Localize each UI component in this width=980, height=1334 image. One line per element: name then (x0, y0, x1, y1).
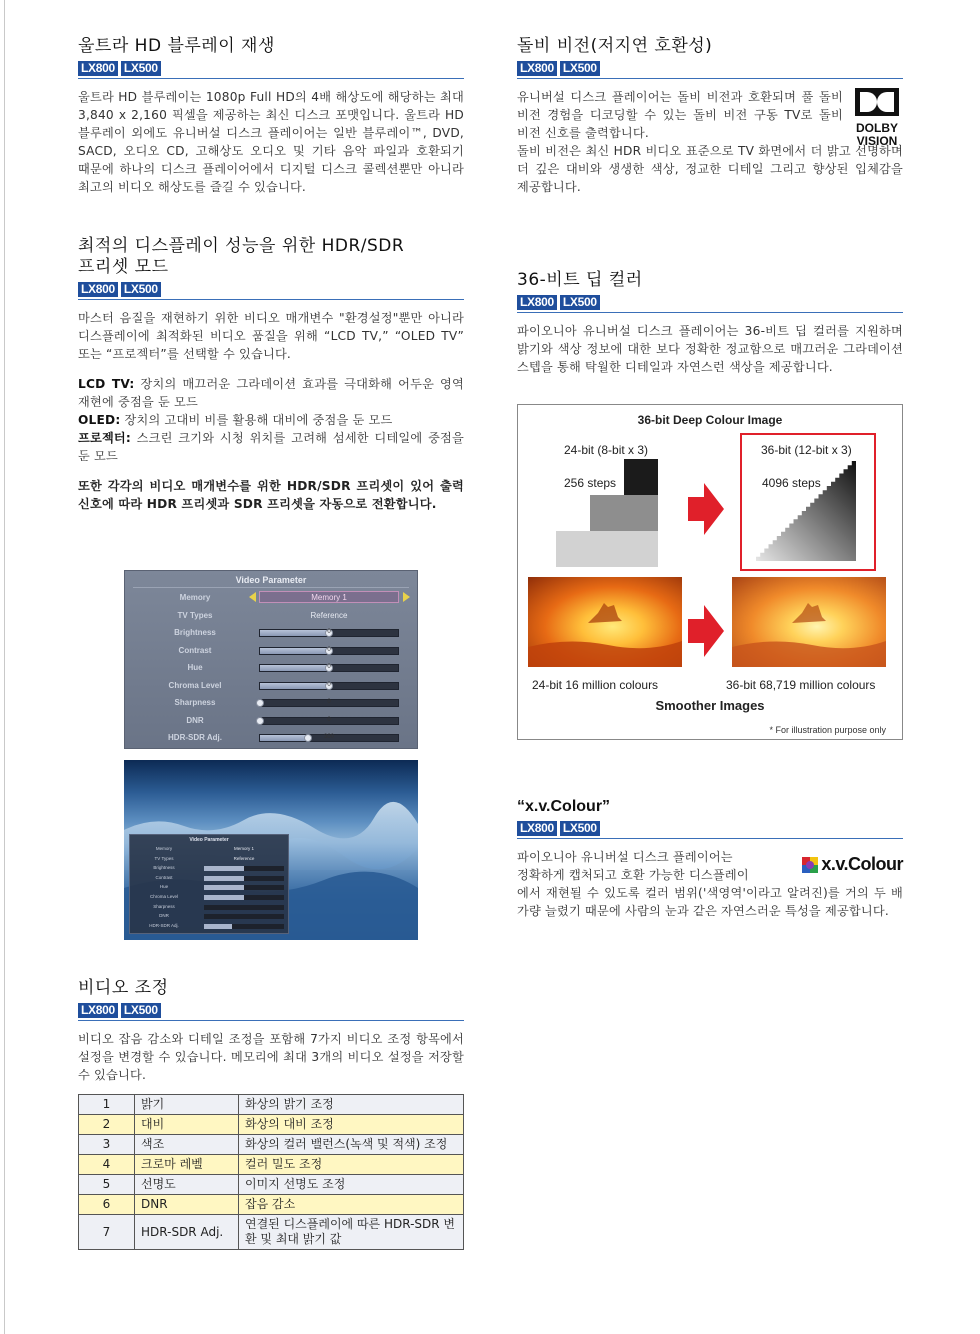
parameter-label: Contrast (178, 645, 212, 655)
parameter-value: 0 (327, 629, 331, 635)
caption-36bit: 36-bit 68,719 million colours (726, 678, 876, 692)
model-badges (517, 61, 903, 76)
table-cell: 3 (79, 1135, 135, 1155)
table-cell: 5 (79, 1175, 135, 1195)
parameter-label: TV Types (177, 610, 213, 620)
table-cell: 1 (79, 1095, 135, 1115)
parameter-value: 0 (327, 716, 331, 723)
section-body-line: 파이오니아 유니버설 디스크 플레이어는 (517, 850, 733, 864)
parameter-row (125, 730, 419, 747)
model-badge: LX800 (517, 821, 557, 836)
panel-title: Video Parameter (235, 575, 307, 585)
parameter-label: HDR-SDR Adj. (168, 733, 222, 742)
table-cell: DNR (135, 1195, 239, 1215)
smoother-images-label: Smoother Images (655, 698, 765, 713)
parameter-slider (204, 895, 284, 900)
figure-title: 36-bit Deep Colour Image (637, 413, 783, 427)
logo-text: VISION (856, 134, 898, 148)
section-body: 비디오 잡음 감소와 디테일 조정을 포함해 7가지 비디오 조정 항목에서 설정을 변경할 수 있습니다. 메모리에 최대 3개의 비디오 설정을 저장할 수 있습니다. (78, 1032, 464, 1082)
table-cell: 화상의 컬러 밸런스(녹색 및 적색) 조정 (239, 1135, 464, 1155)
slider-fill (204, 885, 244, 890)
parameter-slider (204, 876, 284, 881)
deep-colour-figure (517, 404, 903, 740)
parameter-value: Memory 1 (311, 593, 347, 602)
parameter-slider (204, 866, 284, 871)
video-adjust-section (78, 978, 464, 1084)
xv-colour-section (517, 796, 903, 920)
parameter-row (125, 608, 419, 625)
table-cell: 크로마 레벨 (135, 1155, 239, 1175)
xv-colour-icon (802, 857, 818, 873)
sky-screenshot-image (124, 760, 418, 940)
section-body: 울트라 HD 블루레이는 1080p Full HD의 4배 해상도에 해당하는 최대 3,840 x 2,160 픽셀을 제공하는 최신 디스크 포맷입니다. 울트라 HD 블루레이 외에도 유니버설 디스크 플레이어는 일반 블루레이™, DVD, SACD, 오디오 CD, 고해상도 오디오 및 기타 음악 파일과 호환되기 때문에 하나의 디스크 플레이어에서 디지털 디스크 콜렉션뿐만 아니라 최고의 비디오 해상도를 즐길 수 있습니다. (78, 90, 464, 194)
parameter-row (125, 660, 419, 677)
table-row (79, 1135, 464, 1155)
right-steps-label: 4096 steps (762, 476, 821, 490)
table-row (79, 1175, 464, 1195)
parameter-label: Memory (179, 593, 211, 602)
table-cell: 화상의 대비 조정 (239, 1115, 464, 1135)
mini-parameter-row (130, 845, 290, 855)
parameter-value: 300 (323, 734, 334, 740)
parameter-value: Reference (310, 610, 348, 620)
parameter-label: HDR-SDR Adj. (149, 922, 179, 928)
slider-fill (204, 895, 244, 900)
mini-parameter-row (130, 864, 290, 874)
mini-parameter-row (130, 893, 290, 903)
title-line: 최적의 디스플레이 성능을 위한 HDR/SDR (78, 236, 405, 256)
table-cell: 화상의 밝기 조정 (239, 1095, 464, 1115)
section-body: 마스터 음질을 재현하기 위한 비디오 매개변수 "환경설정"뿐만 아니라 디스플레이에 최적화된 비디오 품질을 위해 “LCD TV,” “OLED TV” 또는 “프로젝터”를 선택할 수 있습니다. (78, 311, 464, 361)
mode-lcd (78, 375, 464, 411)
mode-text: 스크린 크기와 시청 위치를 고려해 섬세한 디테일에 중점을 둔 모드 (78, 431, 464, 463)
section-rule (78, 299, 464, 300)
model-badges (78, 61, 464, 76)
table-row (79, 1095, 464, 1115)
parameter-value: 0 (327, 664, 331, 670)
table-row (79, 1115, 464, 1135)
xv-colour-logo (802, 854, 903, 875)
parameter-label: TV Types (154, 855, 174, 861)
model-badge: LX800 (78, 282, 118, 297)
table-cell: 대비 (135, 1115, 239, 1135)
section-body: 파이오니아 유니버설 디스크 플레이어는 36-비트 딥 컬러를 지원하며 밝기와 색상 정보에 대한 보다 정확한 정교함으로 매끄러운 그라데이션 스텝을 통해 탁월한 디테일과 자연스런 색상을 제공합니다. (517, 324, 903, 374)
dolby-vision-logo (851, 88, 903, 148)
arrow-right-icon (686, 481, 726, 537)
parameter-label: DNR (159, 913, 169, 919)
dolby-double-d-icon (855, 88, 899, 116)
right-bit-label: 36-bit (12-bit x 3) (761, 443, 852, 457)
model-badge: LX500 (121, 1003, 161, 1018)
section-rule (517, 312, 903, 313)
parameter-label: Brightness (153, 865, 175, 871)
parameter-value: 0 (327, 681, 331, 688)
hdr-note: 또한 각각의 비디오 매개변수를 위한 HDR/SDR 프리셋이 있어 출력 신호에 따라 HDR 프리셋과 SDR 프리셋을 자동으로 전환합니다. (78, 479, 464, 511)
parameter-value: 0 (327, 646, 331, 653)
video-adjust-table (78, 1094, 464, 1250)
model-badge: LX500 (560, 61, 600, 76)
dolby-section (517, 36, 903, 196)
section-title: “x.v.Colour” (517, 798, 611, 815)
table-row (79, 1155, 464, 1175)
panel-title: Video Parameter (189, 837, 229, 843)
table-cell: 밝기 (135, 1095, 239, 1115)
video-parameter-panel (124, 570, 418, 749)
section-title: 36-비트 딥 컬러 (517, 270, 643, 290)
mode-key: OLED: (78, 413, 121, 427)
slider-fill (204, 924, 232, 929)
deep-colour-section (517, 270, 903, 376)
section-body: 유니버설 디스크 플레이어는 돌비 비전과 호환되며 풀 돌비 비전 경험을 디코딩할 수 있는 돌비 비전 구동 TV로 돌비 비전 신호를 출력합니다. (517, 90, 843, 140)
mode-key: 프로젝터: (78, 431, 131, 445)
mini-parameter-row (130, 903, 290, 913)
model-badge: LX500 (121, 61, 161, 76)
table-cell: 7 (79, 1215, 135, 1250)
model-badges (517, 295, 903, 310)
model-badge: LX800 (78, 61, 118, 76)
parameter-label: Sharpness (174, 698, 216, 707)
model-badge: LX500 (121, 282, 161, 297)
table-row (79, 1195, 464, 1215)
parameter-slider (204, 885, 284, 890)
parameter-slider (204, 905, 284, 910)
logo-text: x.v.Colour (821, 854, 903, 874)
parameter-label: Hue (187, 663, 203, 672)
fine-steps-graphic (756, 461, 858, 563)
parameter-label: Contrast (155, 874, 173, 880)
section-body: 에서 재현될 수 있도록 컬러 범위('색영역'이라고 알려진)를 거의 두 배 가량 늘렸기 때문에 사람의 눈과 같은 자연스러운 특성을 제공합니다. (517, 886, 903, 918)
model-badge: LX800 (78, 1003, 118, 1018)
parameter-slider (204, 924, 284, 929)
parameter-value: Reference (233, 855, 255, 861)
parameter-label: Chroma Level (168, 680, 222, 690)
model-badge: LX500 (560, 821, 600, 836)
parameter-row (125, 678, 419, 695)
model-badge: LX500 (560, 295, 600, 310)
slider-fill (204, 866, 244, 871)
arrow-right-icon (403, 592, 410, 602)
section-rule (78, 1020, 464, 1021)
left-bit-label: 24-bit (8-bit x 3) (564, 443, 649, 457)
section-rule (78, 78, 464, 79)
mini-parameter-row (130, 874, 290, 884)
table-cell: 연결된 디스플레이에 따른 HDR-SDR 변환 및 최대 밝기 값 (239, 1215, 464, 1250)
parameter-label: Sharpness (153, 903, 175, 909)
table-cell: 4 (79, 1155, 135, 1175)
parameter-label: DNR (186, 715, 204, 725)
parameter-row (125, 695, 419, 712)
mode-oled (78, 411, 464, 429)
uhd-section (78, 36, 464, 196)
model-badge: LX800 (517, 61, 557, 76)
table-cell: HDR-SDR Adj. (135, 1215, 239, 1250)
table-cell: 이미지 선명도 조정 (239, 1175, 464, 1195)
sunset-36bit-image (732, 577, 886, 667)
arrow-right-icon (686, 603, 726, 659)
section-rule (517, 78, 903, 79)
title-line: 프리셋 모드 (78, 257, 169, 277)
mini-parameter-row (130, 912, 290, 922)
table-cell: 2 (79, 1115, 135, 1135)
parameter-value: Memory 1 (233, 846, 254, 851)
parameter-label: Brightness (174, 628, 216, 637)
mini-parameter-row (130, 883, 290, 893)
section-title: 비디오 조정 (78, 978, 169, 998)
table-row (79, 1215, 464, 1250)
sunset-24bit-image (528, 577, 682, 667)
model-badges (78, 282, 464, 297)
slider-fill (204, 876, 244, 881)
mode-text: 장치의 매끄러운 그라데이션 효과를 극대화해 어두운 영역 재현에 중점을 둔 모드 (78, 377, 465, 409)
caption-24bit: 24-bit 16 million colours (532, 678, 659, 692)
table-cell: 선명도 (135, 1175, 239, 1195)
model-badges (78, 1003, 464, 1018)
mode-text: 장치의 고대비 비를 활용해 대비에 중점을 둔 모드 (120, 413, 393, 427)
stair-steps-graphic (556, 459, 666, 567)
mode-projector (78, 429, 464, 465)
parameter-row (125, 625, 419, 642)
model-badges (517, 821, 903, 836)
model-badge: LX800 (517, 295, 557, 310)
arrow-left-icon (249, 592, 256, 602)
parameter-slider (204, 914, 284, 919)
parameter-label: Hue (159, 884, 169, 890)
mini-parameter-row (130, 922, 290, 932)
parameter-row (125, 590, 419, 607)
table-cell: 색조 (135, 1135, 239, 1155)
parameter-row (125, 713, 419, 730)
table-cell: 컬러 밀도 조정 (239, 1155, 464, 1175)
hdr-section (78, 236, 464, 513)
table-cell: 잡음 감소 (239, 1195, 464, 1215)
mini-video-parameter-panel (129, 834, 289, 934)
figure-footnote: * For illustration purpose only (769, 725, 886, 735)
parameter-label: Memory (155, 846, 173, 851)
parameter-row (125, 643, 419, 660)
section-rule (517, 838, 903, 839)
table-cell: 6 (79, 1195, 135, 1215)
mini-parameter-row (130, 855, 290, 865)
section-title (78, 236, 464, 278)
parameter-label: Chroma Level (149, 894, 178, 899)
section-title: 돌비 비전(저지연 호환성) (517, 36, 713, 56)
mode-key: LCD TV: (78, 377, 135, 391)
left-steps-label: 256 steps (564, 476, 617, 490)
section-title: 울트라 HD 블루레이 재생 (78, 36, 275, 56)
page-edge-line (4, 0, 5, 1334)
parameter-value: 0 (327, 699, 331, 705)
logo-text: DOLBY (856, 121, 898, 135)
section-body-line: 정확하게 캡처되고 호환 가능한 디스플레이 (517, 868, 749, 882)
section-body-2: 돌비 비전은 최신 HDR 비디오 표준으로 TV 화면에서 더 밝고 선명하며 더 깊은 대비와 생생한 색상, 정교한 디테일 그리고 향상된 입체감을 제공합니다. (517, 144, 903, 194)
